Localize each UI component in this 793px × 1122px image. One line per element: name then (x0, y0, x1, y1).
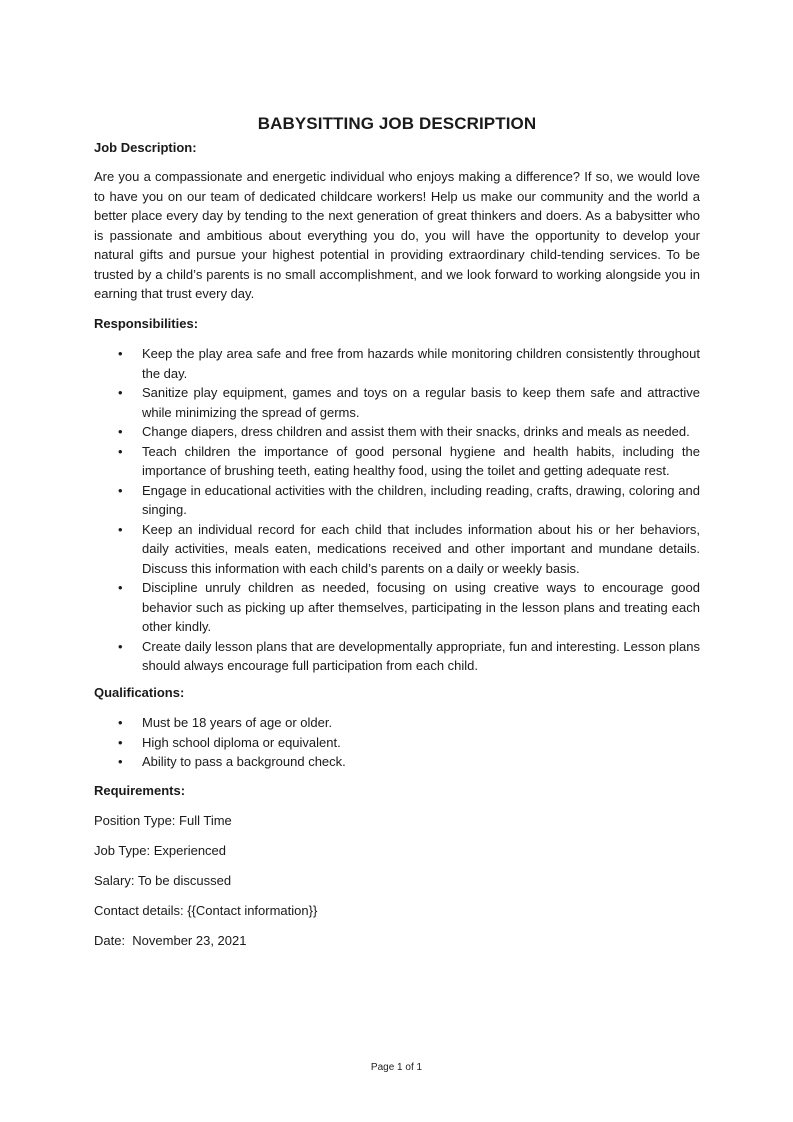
bullet-icon: • (118, 638, 123, 654)
job-type: Job Type: Experienced (94, 843, 227, 858)
responsibilities-list (94, 344, 700, 676)
bullet-icon: • (118, 580, 123, 595)
qualifications-heading: Qualifications: (94, 685, 185, 700)
bullet-icon: • (118, 346, 123, 361)
position-type: Position Type: Full Time (94, 813, 232, 828)
job-description-heading: Job Description: (94, 140, 197, 155)
page-footer: Page 1 of 1 (370, 1062, 423, 1073)
requirements-heading: Requirements: (94, 783, 186, 798)
list-item: • Engage in educational activities with the children, including reading, crafts, drawing, coloring and singing. (118, 482, 700, 517)
responsibilities-heading: Responsibilities: (94, 316, 199, 331)
list-item: • Ability to pass a background check. (94, 752, 700, 772)
list-item: • High school diploma or equivalent. (94, 733, 700, 753)
date: Date: November 23, 2021 (94, 933, 247, 948)
bullet-icon: • (118, 385, 123, 400)
list-item: • Change diapers, dress children and assist them with their snacks, drinks and meals as needed. (94, 422, 700, 442)
bullet-icon: • (118, 443, 123, 459)
document-title: BABYSITTING JOB DESCRIPTION (257, 114, 537, 133)
bullet-icon: • (118, 754, 123, 769)
bullet-icon: • (118, 734, 123, 750)
qualifications-list (94, 713, 700, 772)
list-item: • Must be 18 years of age or older. (94, 713, 700, 733)
bullet-icon: • (118, 424, 123, 439)
salary: Salary: To be discussed (94, 873, 232, 888)
list-item: • Keep the play area safe and free from hazards while monitoring children consistently throughout the day. (118, 346, 700, 381)
list-item: • Keep an individual record for each child that includes information about his or her behaviors, daily activities, meals eaten, medications received and other important and mundane details. Discuss this information with each child’s parents on a daily or weekly basis. (118, 521, 700, 576)
list-item: • Sanitize play equipment, games and toys on a regular basis to keep them safe and attractive while minimizing the spread of germs. (118, 385, 700, 420)
bullet-icon: • (118, 715, 123, 730)
bullet-icon: • (118, 521, 123, 537)
list-item: • Discipline unruly children as needed, focusing on using creative ways to encourage good behavior such as picking up after themselves, participating in the lesson plans and treating each other kindly. (118, 580, 700, 634)
job-description-text: Are you a compassionate and energetic individual who enjoys making a difference? If so, we would love to have you on our team of dedicated childcare workers! Help us make our community and the world a better place every day by tending to the next generation of great thinkers and doers. As a babysitter who is passionate and ambitious about everything you do, you will have the opportunity to develop your natural gifts and pursue your highest potential in providing extraordinary child-tending services. To be trusted by a child’s parents is no small accomplishment, and we look forward to working alongside you in earning that trust every day. (94, 169, 700, 301)
contact-details: Contact details: {{Contact information}} (94, 903, 318, 918)
bullet-icon: • (118, 482, 123, 498)
list-item: • Create daily lesson plans that are developmentally appropriate, fun and interesting. Lesson plans should always encourage full participation from each child. (118, 638, 700, 673)
list-item: • Teach children the importance of good personal hygiene and health habits, including the importance of brushing teeth, eating healthy food, using the toilet and getting adequate rest. (118, 443, 700, 478)
